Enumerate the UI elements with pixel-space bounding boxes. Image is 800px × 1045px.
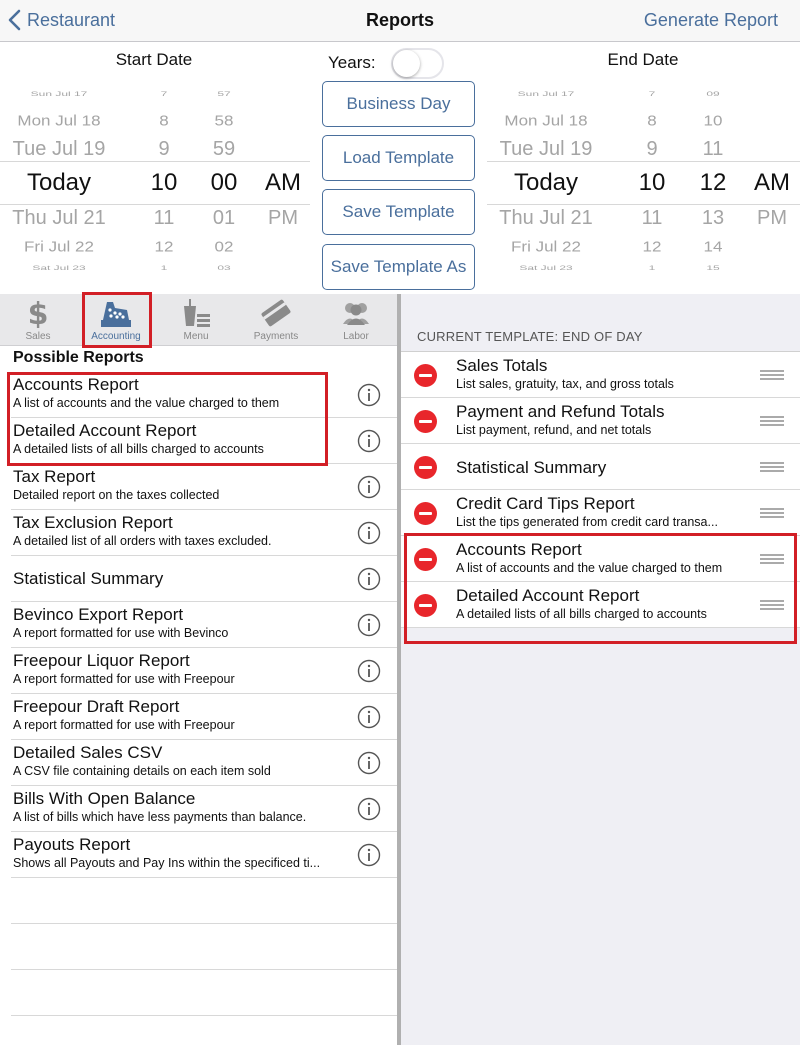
report-row[interactable] [11, 786, 397, 832]
reorder-handle-icon[interactable] [760, 508, 784, 518]
picker-value: 12 [699, 169, 727, 196]
template-report-title: Detailed Account Report [456, 586, 640, 605]
report-row[interactable] [11, 602, 397, 648]
business-day-button[interactable]: Business Day [322, 81, 475, 127]
tab-label: Menu [183, 331, 209, 342]
report-row[interactable] [11, 464, 397, 510]
svg-text:$: $ [27, 298, 49, 328]
report-subtitle: A detailed lists of all bills charged to accounts [13, 442, 264, 456]
picker-value: 58 [214, 112, 234, 129]
picker-value: 14 [703, 238, 723, 255]
info-icon[interactable] [357, 613, 381, 637]
current-template-panel [401, 294, 800, 1045]
report-subtitle: Detailed report on the taxes collected [13, 488, 220, 502]
picker-value: 9 [646, 138, 658, 160]
report-title: Bills With Open Balance [13, 789, 196, 808]
report-title: Accounts Report [13, 375, 139, 394]
picker-value: 11 [641, 207, 663, 229]
picker-value: Sun Jul 17 [30, 90, 88, 98]
picker-value: 8 [159, 112, 169, 129]
report-row[interactable] [11, 556, 397, 602]
picker-value: 57 [217, 90, 231, 98]
report-row[interactable] [11, 510, 397, 556]
load-template-button[interactable]: Load Template [322, 135, 475, 181]
start-date-label: Start Date [115, 50, 193, 69]
picker-value: Tue Jul 19 [12, 138, 106, 160]
report-subtitle: Shows all Payouts and Pay Ins within the specificed ti... [13, 856, 321, 870]
empty-row [11, 878, 397, 924]
picker-value: 11 [702, 138, 724, 160]
info-icon[interactable] [357, 705, 381, 729]
reorder-handle-icon[interactable] [760, 600, 784, 610]
empty-row [11, 970, 397, 1016]
report-title: Freepour Liquor Report [13, 651, 190, 670]
start-date-picker[interactable] [0, 91, 310, 319]
possible-reports-panel [0, 294, 397, 1045]
reorder-handle-icon[interactable] [760, 554, 784, 564]
picker-value: 1 [648, 264, 656, 272]
reorder-handle-icon[interactable] [760, 416, 784, 426]
template-row[interactable] [401, 444, 800, 490]
report-title: Tax Report [13, 467, 96, 486]
template-row[interactable] [401, 490, 800, 536]
back-button-label: Restaurant [27, 9, 116, 30]
report-title: Payouts Report [13, 835, 131, 854]
picker-value: 13 [701, 207, 725, 229]
info-icon[interactable] [357, 521, 381, 545]
picker-value: 1 [160, 264, 168, 272]
template-report-title: Sales Totals [456, 356, 548, 375]
tab-accounting[interactable] [78, 294, 154, 346]
picker-value: PM [268, 207, 298, 229]
picker-value: Today [26, 169, 92, 196]
picker-value: 11 [153, 207, 175, 229]
report-title: Statistical Summary [13, 569, 164, 588]
report-title: Detailed Sales CSV [13, 743, 163, 762]
template-report-title: Payment and Refund Totals [456, 402, 665, 421]
navigation-bar [0, 0, 800, 42]
report-title: Freepour Draft Report [13, 697, 180, 716]
picker-value: 09 [706, 90, 720, 98]
reorder-handle-icon[interactable] [760, 462, 784, 472]
picker-value: AM [754, 169, 790, 196]
report-subtitle: A list of accounts and the value charged to them [13, 396, 280, 410]
tab-payments[interactable] [238, 294, 314, 346]
report-row[interactable] [11, 832, 397, 878]
tab-label: Accounting [91, 331, 141, 342]
picker-value: Sat Jul 23 [32, 264, 86, 272]
picker-value: 03 [217, 264, 231, 272]
picker-value: Sun Jul 17 [517, 90, 575, 98]
save-template-as-button[interactable]: Save Template As [322, 244, 475, 290]
tab-labor[interactable] [318, 294, 394, 346]
picker-value: 9 [158, 138, 170, 160]
tab-label: Sales [25, 331, 51, 342]
cash-register-icon [78, 298, 154, 328]
report-row[interactable] [11, 740, 397, 786]
tab-label: Payments [253, 331, 299, 342]
empty-row [11, 924, 397, 970]
picker-value: 7 [160, 90, 168, 98]
picker-value: 10 [703, 112, 723, 129]
picker-value: 10 [150, 169, 178, 196]
tab-sales[interactable] [0, 294, 76, 346]
end-date-picker[interactable] [487, 91, 800, 319]
picker-value: 00 [210, 169, 238, 196]
template-row[interactable] [401, 536, 800, 582]
possible-reports-title: Possible Reports [13, 349, 144, 366]
template-report-subtitle: List the tips generated from credit card transa... [456, 515, 718, 529]
info-icon[interactable] [357, 383, 381, 407]
remove-icon[interactable] [414, 548, 437, 571]
current-template-list [401, 351, 800, 628]
template-report-subtitle: A detailed lists of all bills charged to accounts [456, 607, 707, 621]
remove-icon[interactable] [414, 502, 437, 525]
info-icon[interactable] [357, 475, 381, 499]
picker-value: Thu Jul 21 [12, 207, 106, 229]
template-row[interactable] [401, 398, 800, 444]
template-row[interactable] [401, 582, 800, 628]
picker-value: 12 [154, 238, 174, 255]
report-subtitle: A detailed list of all orders with taxes excluded. [13, 534, 272, 548]
template-report-subtitle: List payment, refund, and net totals [456, 423, 652, 437]
template-report-title: Credit Card Tips Report [456, 494, 635, 513]
toggle-knob [393, 50, 420, 77]
picker-value: Mon Jul 18 [17, 112, 101, 129]
dollar-icon [0, 298, 76, 328]
date-range-area [0, 43, 800, 294]
picker-value: PM [757, 207, 787, 229]
info-icon[interactable] [357, 751, 381, 775]
template-report-subtitle: List sales, gratuity, tax, and gross totals [456, 377, 674, 391]
picker-value: 7 [648, 90, 656, 98]
picker-value: Fri Jul 22 [511, 238, 581, 255]
reorder-handle-icon[interactable] [760, 370, 784, 380]
end-date-label: End Date [607, 50, 679, 69]
info-icon[interactable] [357, 429, 381, 453]
save-template-button[interactable]: Save Template [322, 189, 475, 235]
tab-menu[interactable] [158, 294, 234, 346]
report-subtitle: A list of bills which have less payments than balance. [13, 810, 307, 824]
picker-value: 10 [638, 169, 666, 196]
report-row[interactable] [11, 372, 397, 418]
picker-value: 01 [212, 207, 236, 229]
info-icon[interactable] [357, 797, 381, 821]
report-title: Tax Exclusion Report [13, 513, 173, 532]
page-title: Reports [365, 10, 434, 30]
picker-value: AM [265, 169, 301, 196]
picker-value: 59 [212, 138, 236, 160]
template-report-subtitle: A list of accounts and the value charged to them [456, 561, 723, 575]
template-report-title: Accounts Report [456, 540, 582, 559]
report-row[interactable] [11, 694, 397, 740]
drink-icon [158, 298, 234, 328]
years-label: Years: [328, 53, 376, 72]
credit-card-icon [238, 298, 314, 328]
remove-icon[interactable] [414, 364, 437, 387]
tab-label: Labor [343, 331, 369, 342]
picker-value: Mon Jul 18 [504, 112, 588, 129]
report-subtitle: A report formatted for use with Freepour [13, 672, 235, 686]
current-template-header: CURRENT TEMPLATE: END OF DAY [417, 329, 643, 344]
remove-icon[interactable] [414, 410, 437, 433]
remove-icon[interactable] [414, 594, 437, 617]
picker-value: 12 [642, 238, 662, 255]
picker-value: 8 [647, 112, 657, 129]
category-tab-bar [0, 294, 397, 346]
picker-value: Sat Jul 23 [519, 264, 573, 272]
report-row[interactable] [11, 648, 397, 694]
template-row[interactable] [401, 352, 800, 398]
generate-report-button[interactable]: Generate Report [643, 10, 778, 30]
report-row[interactable] [11, 418, 397, 464]
picker-value: 02 [214, 238, 234, 255]
report-subtitle: A CSV file containing details on each item sold [13, 764, 271, 778]
picker-value: 15 [706, 264, 720, 272]
picker-value: Fri Jul 22 [24, 238, 94, 255]
template-report-title: Statistical Summary [456, 458, 607, 477]
remove-icon[interactable] [414, 456, 437, 479]
report-subtitle: A report formatted for use with Freepour [13, 718, 235, 732]
info-icon[interactable] [357, 567, 381, 591]
report-subtitle: A report formatted for use with Bevinco [13, 626, 229, 640]
report-title: Detailed Account Report [13, 421, 197, 440]
possible-reports-list [0, 372, 397, 1016]
picker-value: Tue Jul 19 [499, 138, 593, 160]
info-icon[interactable] [357, 843, 381, 867]
years-toggle[interactable] [391, 48, 444, 79]
info-icon[interactable] [357, 659, 381, 683]
report-title: Bevinco Export Report [13, 605, 184, 624]
picker-value: Today [513, 169, 579, 196]
picker-value: Thu Jul 21 [499, 207, 593, 229]
people-icon [318, 298, 394, 328]
